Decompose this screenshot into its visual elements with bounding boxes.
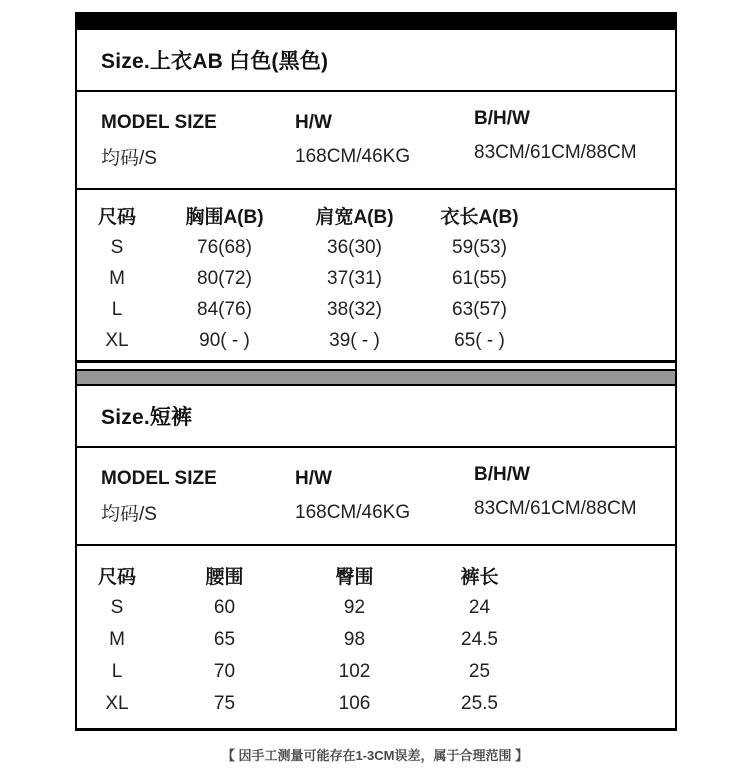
col-header-size: 尺码 bbox=[97, 566, 136, 588]
col-header-bust: 胸围A(B) bbox=[185, 206, 264, 228]
cell-length: 65( - ) bbox=[454, 329, 505, 351]
size-table-top bbox=[77, 190, 675, 363]
cell-length: 63(57) bbox=[452, 298, 507, 320]
cell-shoulder: 39( - ) bbox=[329, 329, 380, 351]
cell-waist: 60 bbox=[213, 597, 236, 618]
table-header-row bbox=[77, 558, 675, 592]
cell-pant-length: 25.5 bbox=[461, 693, 498, 714]
table-header-row bbox=[77, 198, 675, 232]
cell-size: L bbox=[111, 661, 123, 682]
cell-waist: 70 bbox=[213, 661, 236, 682]
hw-value: 168CM/46KG bbox=[295, 145, 411, 167]
cell-length: 61(55) bbox=[452, 267, 507, 289]
cell-length: 59(53) bbox=[452, 236, 507, 258]
section-title: Size.短裤 bbox=[77, 386, 675, 448]
col-header-waist: 腰围 bbox=[205, 566, 244, 588]
cell-shoulder: 37(31) bbox=[327, 267, 382, 289]
col-header-hip: 臀围 bbox=[335, 566, 374, 588]
cell-bust: 90( - ) bbox=[199, 329, 250, 351]
top-black-bar bbox=[75, 12, 677, 30]
table-row bbox=[77, 656, 675, 688]
hw-label: H/W bbox=[295, 112, 332, 133]
table-row bbox=[77, 232, 675, 263]
bhw-label: B/H/W bbox=[474, 464, 530, 485]
bhw-value: 83CM/61CM/88CM bbox=[474, 141, 637, 163]
model-size-block bbox=[77, 448, 675, 546]
table-row bbox=[77, 263, 675, 294]
cell-size: S bbox=[110, 597, 124, 618]
hw-label: H/W bbox=[295, 468, 332, 489]
cell-waist: 75 bbox=[213, 693, 236, 714]
cell-size: S bbox=[110, 236, 124, 258]
cell-bust: 84(76) bbox=[197, 298, 252, 320]
gray-separator-band bbox=[77, 369, 675, 386]
model-size-block bbox=[77, 92, 675, 190]
hw-value: 168CM/46KG bbox=[295, 501, 411, 523]
col-header-pant-length: 裤长 bbox=[460, 566, 499, 588]
cell-pant-length: 25 bbox=[468, 661, 491, 682]
cell-size: M bbox=[109, 629, 125, 650]
section-title: Size.上衣AB 白色(黑色) bbox=[77, 30, 675, 92]
cell-size: XL bbox=[105, 693, 129, 714]
cell-size: M bbox=[109, 267, 125, 289]
col-header-length: 衣长A(B) bbox=[440, 206, 519, 228]
model-size-label: MODEL SIZE bbox=[101, 112, 217, 133]
cell-size: L bbox=[111, 298, 123, 320]
bhw-label: B/H/W bbox=[474, 108, 530, 129]
cell-shoulder: 36(30) bbox=[327, 236, 382, 258]
cell-bust: 80(72) bbox=[197, 267, 252, 289]
cell-size: XL bbox=[105, 329, 129, 351]
size-chart-frame bbox=[75, 12, 677, 731]
section-top-garment bbox=[77, 30, 675, 363]
cell-shoulder: 38(32) bbox=[327, 298, 382, 320]
model-size-value: 均码/S bbox=[101, 148, 157, 169]
section-shorts bbox=[77, 386, 675, 728]
cell-pant-length: 24 bbox=[468, 597, 491, 618]
cell-hip: 98 bbox=[343, 629, 366, 650]
cell-hip: 92 bbox=[343, 597, 366, 618]
table-row bbox=[77, 624, 675, 656]
col-header-size: 尺码 bbox=[97, 206, 136, 228]
model-size-value: 均码/S bbox=[101, 504, 157, 525]
bhw-value: 83CM/61CM/88CM bbox=[474, 497, 637, 519]
table-row bbox=[77, 592, 675, 624]
size-table-bottom bbox=[77, 546, 675, 728]
cell-bust: 76(68) bbox=[197, 236, 252, 258]
measurement-note: 【 因手工测量可能存在1-3CM误差，属于合理范围 】 bbox=[221, 748, 529, 763]
table-row bbox=[77, 688, 675, 720]
cell-pant-length: 24.5 bbox=[461, 629, 498, 650]
cell-waist: 65 bbox=[213, 629, 236, 650]
cell-hip: 102 bbox=[338, 661, 371, 682]
table-row bbox=[77, 325, 675, 356]
model-size-label: MODEL SIZE bbox=[101, 468, 217, 489]
table-row bbox=[77, 294, 675, 325]
col-header-shoulder: 肩宽A(B) bbox=[315, 206, 394, 228]
cell-hip: 106 bbox=[338, 693, 371, 714]
